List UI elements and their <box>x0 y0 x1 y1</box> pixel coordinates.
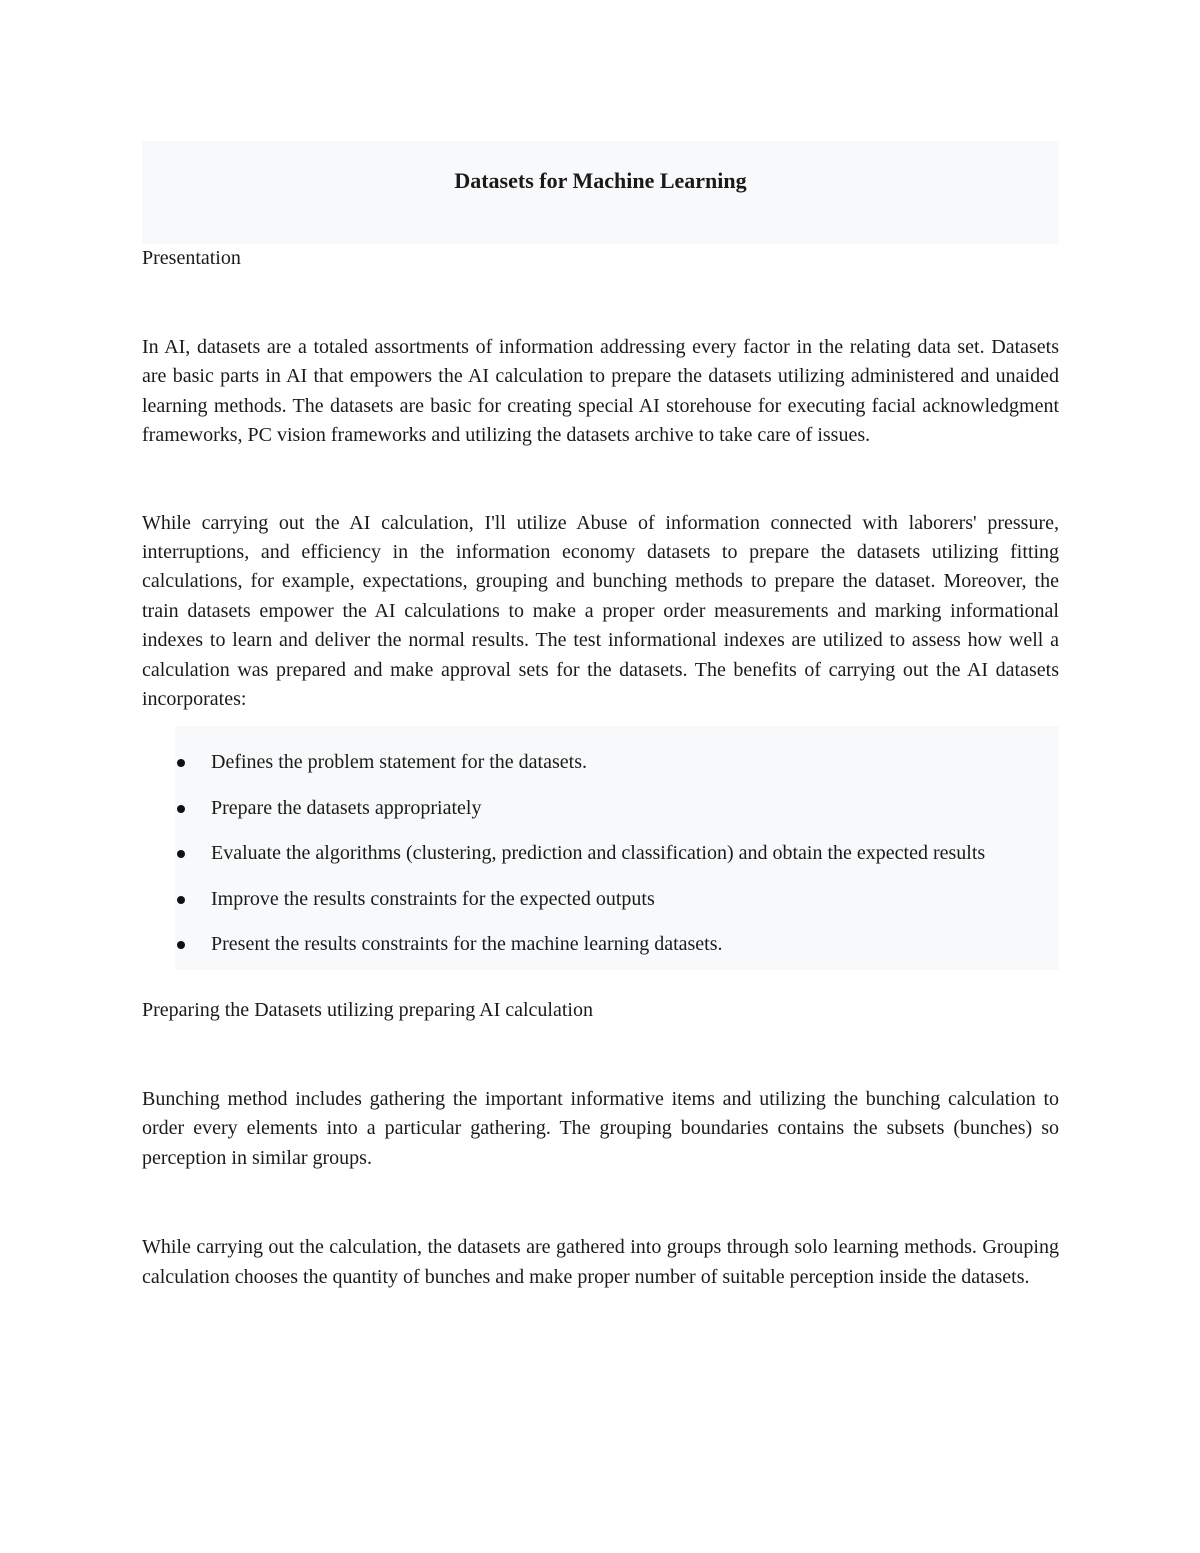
list-item-text: Improve the results constraints for the expected outputs <box>211 887 655 910</box>
title-band <box>142 141 1059 244</box>
bullet-icon <box>177 850 185 858</box>
list-item <box>175 877 1059 923</box>
paragraph-grouping: While carrying out the calculation, the datasets are gathered into groups through solo learning methods. Grouping calculation chooses the quantity of bunches and make proper number of suitable perception inside the datasets. <box>142 1236 1059 1288</box>
list-item-text: Present the results constraints for the machine learning datasets. <box>211 933 723 956</box>
bullet-icon <box>177 759 185 767</box>
list-item-text: Prepare the datasets appropriately <box>211 796 482 819</box>
benefits-list <box>175 740 1059 968</box>
benefits-list-band <box>175 726 1059 970</box>
paragraph-bunching: Bunching method includes gathering the important informative items and utilizing the bunching calculation to order every elements into a particular gathering. The grouping boundaries contains the subsets (bunches) so perception in similar groups. <box>142 1087 1059 1169</box>
section-heading-presentation: Presentation <box>142 247 241 269</box>
list-item <box>175 831 1059 877</box>
document-title: Datasets for Machine Learning <box>454 168 747 193</box>
list-item <box>175 786 1059 832</box>
list-item-text: Evaluate the algorithms (clustering, prediction and classification) and obtain the expected results <box>211 842 986 865</box>
bullet-icon <box>177 805 185 813</box>
section-heading-preparing: Preparing the Datasets utilizing preparing AI calculation <box>142 998 593 1021</box>
list-item-text: Defines the problem statement for the datasets. <box>211 751 587 774</box>
document-page <box>142 141 1059 1292</box>
list-item <box>175 740 1059 786</box>
bullet-icon <box>177 941 185 949</box>
paragraph-intro: In AI, datasets are a totaled assortments of information addressing every factor in the relating data set. Datasets are basic parts in AI that empowers the AI calculation to prepare the datasets utilizing administered and unaided learning methods. The datasets are basic for creating special AI storehouse for executing facial acknowledgment frameworks, PC vision frameworks and utilizing the datasets archive to take care of issues. <box>142 336 1059 447</box>
list-item <box>175 922 1059 968</box>
paragraph-ai-calculation: While carrying out the AI calculation, I'll utilize Abuse of information connected with laborers' pressure, interruptions, and efficiency in the information economy datasets to prepare the datasets utilizing fitting calculations, for example, expectations, grouping and bunching methods to prepare the dataset. Moreover, the train datasets empower the AI calculations to make a proper order measurements and marking informational indexes to learn and deliver the normal results. The test informational indexes are utilized to assess how well a calculation was prepared and make approval sets for the datasets. The benefits of carrying out the AI datasets incorporates: <box>142 511 1059 711</box>
bullet-icon <box>177 896 185 904</box>
